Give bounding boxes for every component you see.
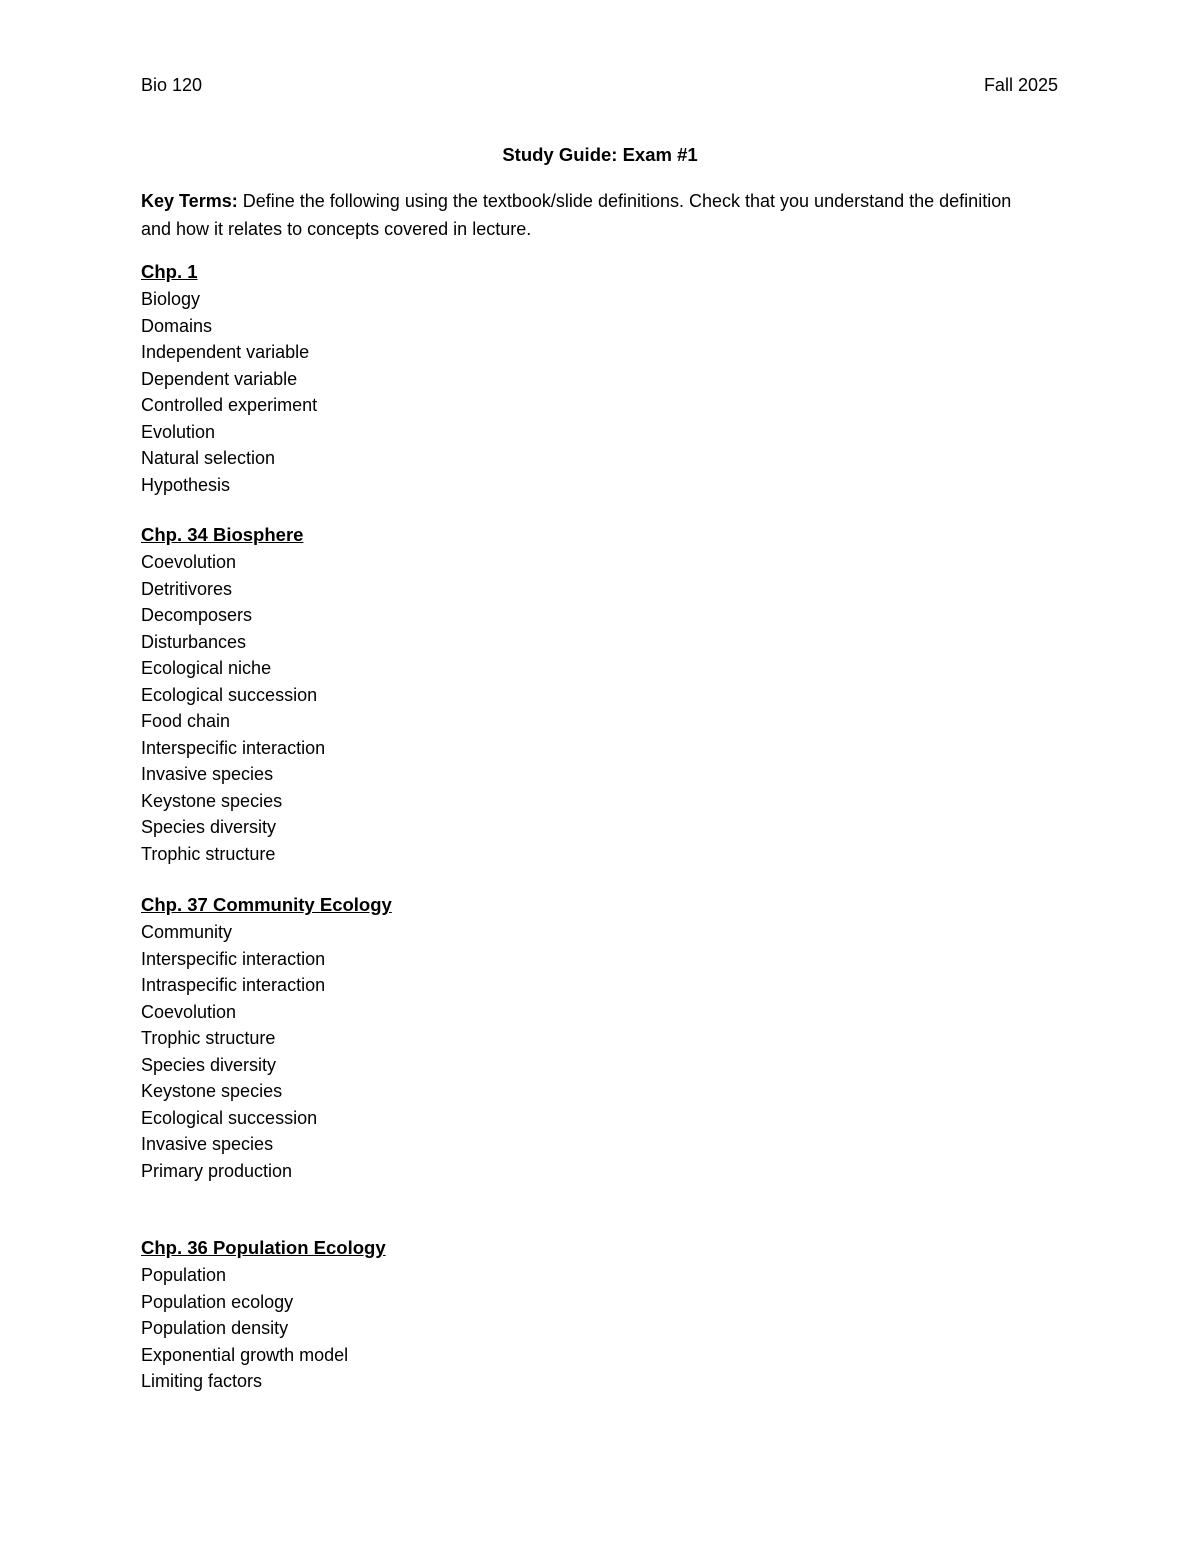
term-item: Ecological succession — [141, 684, 318, 705]
term-item: Invasive species — [141, 1134, 274, 1154]
term-item: Species diversity — [141, 1054, 277, 1075]
term-item: Trophic structure — [141, 1028, 276, 1048]
section-chp-34 — [141, 522, 741, 867]
term-item: Decomposers — [141, 605, 253, 625]
term-list — [141, 286, 741, 498]
instructions-text: Define the following using the textbook/slide definitions. Check that you understand the definition and how it relates to concepts covered in lecture. — [141, 191, 1012, 239]
term-item: Hypothesis — [141, 474, 231, 495]
term-item: Natural selection — [141, 448, 276, 468]
section-chp-1 — [141, 259, 741, 498]
term-list — [141, 1262, 741, 1395]
term-item: Disturbances — [141, 631, 247, 652]
term-item: Dependent variable — [141, 368, 298, 389]
term-item: Ecological succession — [141, 1107, 318, 1128]
term-item: Population ecology — [141, 1291, 294, 1312]
term-item: Evolution — [141, 421, 216, 442]
term-item: Invasive species — [141, 764, 274, 784]
term-item: Community — [141, 922, 233, 942]
term-item: Intraspecific interaction — [141, 975, 326, 995]
term-item: Interspecific interaction — [141, 948, 326, 969]
term-item: Detritivores — [141, 578, 233, 599]
term-item: Species diversity — [141, 817, 277, 837]
page-title: Study Guide: Exam #1 — [502, 144, 698, 165]
term-list — [141, 919, 741, 1184]
term-item: Independent variable — [141, 342, 310, 362]
term-item: Ecological niche — [141, 658, 272, 678]
section-heading: Chp. 34 Biosphere — [141, 524, 304, 545]
term-item: Food chain — [141, 711, 231, 731]
term-item: Limiting factors — [141, 1371, 263, 1391]
term-item: Keystone species — [141, 1081, 283, 1101]
instructions — [141, 187, 1041, 243]
term-item: Primary production — [141, 1160, 293, 1181]
term-item: Interspecific interaction — [141, 737, 326, 758]
term-item: Exponential growth model — [141, 1344, 349, 1365]
section-heading: Chp. 36 Population Ecology — [141, 1237, 386, 1258]
section-heading: Chp. 1 — [141, 261, 198, 282]
term-item: Population density — [141, 1318, 289, 1338]
section-heading: Chp. 37 Community Ecology — [141, 894, 392, 915]
term-item: Keystone species — [141, 790, 283, 811]
instructions-lead: Key Terms: — [141, 191, 238, 211]
term-item: Domains — [141, 315, 213, 336]
term-item: Coevolution — [141, 552, 237, 572]
term-list — [141, 549, 741, 867]
course-name: Bio 120 — [141, 75, 203, 95]
section-chp-36 — [141, 1235, 741, 1395]
section-chp-37 — [141, 892, 741, 1184]
semester: Fall 2025 — [983, 75, 1058, 95]
term-item: Population — [141, 1265, 227, 1285]
term-item: Controlled experiment — [141, 395, 318, 415]
term-item: Coevolution — [141, 1001, 237, 1022]
term-item: Trophic structure — [141, 843, 276, 864]
term-item: Biology — [141, 289, 201, 309]
